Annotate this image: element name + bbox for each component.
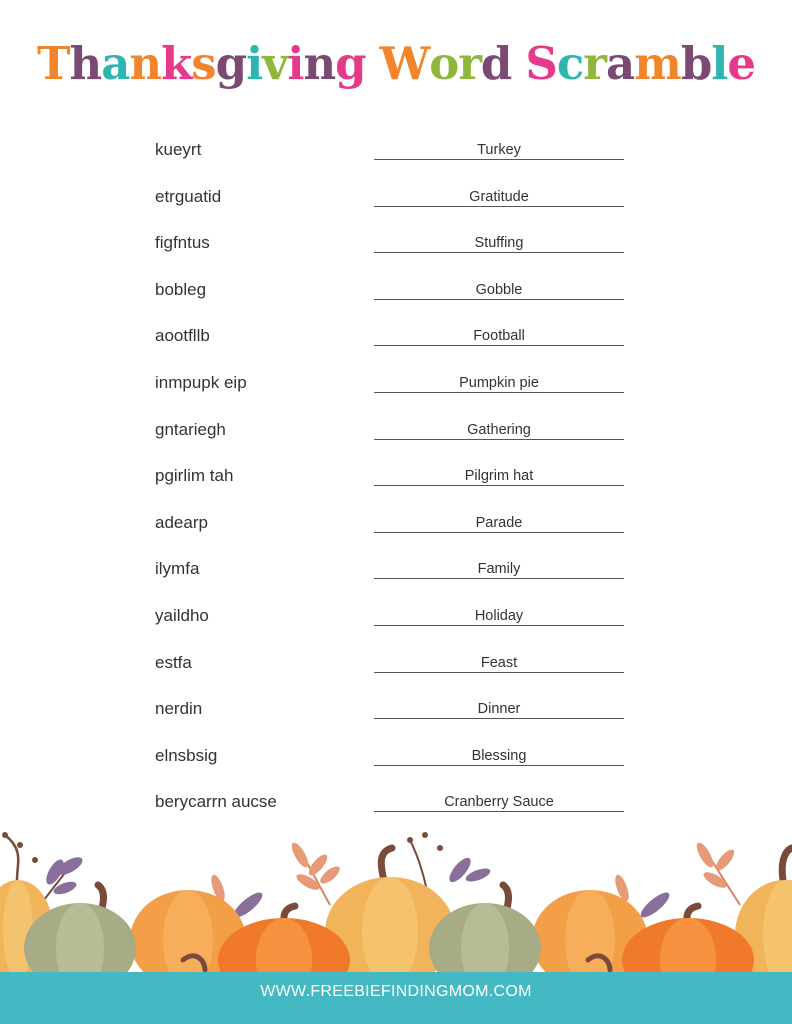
- title-letter: k: [161, 37, 192, 90]
- scramble-row: [0, 314, 792, 361]
- title-letter: c: [556, 37, 584, 90]
- scramble-row: [0, 268, 792, 315]
- scrambled-word: adearp: [155, 512, 208, 532]
- title-letter: v: [262, 37, 288, 90]
- scrambled-word: etrguatid: [155, 186, 222, 206]
- title-letter: n: [303, 37, 336, 90]
- title-letter: T: [36, 37, 70, 90]
- title-letter: n: [129, 37, 162, 90]
- title-letter: S: [525, 37, 557, 90]
- answer-line: [374, 206, 624, 207]
- answer-line: [374, 159, 624, 160]
- answer-line: [374, 532, 624, 533]
- title-letter: e: [727, 37, 756, 90]
- scramble-row: [0, 361, 792, 408]
- scramble-row: [0, 501, 792, 548]
- scramble-row: [0, 408, 792, 455]
- title-letter: g: [335, 37, 366, 90]
- title-letter: s: [191, 37, 216, 90]
- answer-line: [374, 439, 624, 440]
- footer-bar: [0, 972, 792, 1024]
- scrambled-word: yaildho: [155, 605, 209, 625]
- answer-line: [374, 765, 624, 766]
- answer-line: [374, 578, 624, 579]
- title-letter: g: [215, 37, 247, 90]
- answer-text: Pumpkin pie: [459, 374, 539, 391]
- worksheet-title: [0, 34, 792, 94]
- answer-text: Dinner: [477, 701, 521, 718]
- scrambled-word: aootfllb: [155, 326, 210, 346]
- title-letter: l: [711, 37, 728, 90]
- scrambled-word: nerdin: [155, 699, 203, 719]
- pumpkin-icon: [429, 885, 541, 980]
- answer-line: [374, 345, 624, 346]
- answer-text: Stuffing: [474, 235, 524, 252]
- scrambled-word: elnsbsig: [155, 745, 218, 765]
- title-letter: b: [680, 37, 712, 90]
- scramble-row: [0, 221, 792, 268]
- scrambled-word: pgirlim tah: [155, 466, 234, 486]
- title-letter: i: [246, 37, 263, 90]
- title-letter: a: [606, 37, 635, 90]
- scramble-row: [0, 547, 792, 594]
- scramble-row: [0, 734, 792, 781]
- answer-text: Blessing: [471, 747, 527, 764]
- answer-text: Family: [477, 561, 521, 578]
- scrambled-word: ilymfa: [155, 559, 200, 579]
- answer-text: Gratitude: [469, 188, 529, 205]
- scrambled-word: gntariegh: [155, 419, 226, 439]
- scramble-row: [0, 454, 792, 501]
- answer-line: [374, 625, 624, 626]
- scrambled-word: inmpupk eip: [155, 372, 247, 392]
- footer-website-link[interactable]: WWW.FREEBIEFINDINGMOM.COM: [260, 983, 532, 1000]
- scramble-row: [0, 687, 792, 734]
- answer-text: Gobble: [475, 281, 523, 298]
- scrambled-word: bobleg: [155, 279, 207, 299]
- title-letter: r: [458, 37, 481, 90]
- scramble-row: [0, 641, 792, 688]
- title-letter: i: [287, 37, 304, 90]
- scramble-row: [0, 594, 792, 641]
- answer-line: [374, 299, 624, 300]
- answer-line: [374, 718, 624, 719]
- scrambled-word: kueyrt: [155, 140, 202, 159]
- answer-line: [374, 672, 624, 673]
- answer-text: Pilgrim hat: [464, 468, 534, 485]
- scrambled-word: figfntus: [155, 233, 210, 253]
- answer-line: [374, 252, 624, 253]
- answer-text: Feast: [480, 654, 518, 671]
- title-letter: d: [480, 37, 512, 90]
- leaf-branch-icon: [289, 840, 343, 905]
- title-letter: [366, 34, 380, 94]
- scramble-list: [0, 128, 792, 827]
- scramble-row: [0, 175, 792, 222]
- title-letter: m: [634, 37, 681, 90]
- answer-line: [374, 485, 624, 486]
- title-letter: W: [379, 37, 430, 90]
- title-letter: h: [69, 37, 102, 90]
- answer-text: Football: [473, 328, 525, 345]
- answer-text: Gathering: [467, 421, 531, 438]
- answer-text: Cranberry Sauce: [444, 794, 554, 811]
- answer-text: Parade: [475, 514, 523, 531]
- title-letter: r: [583, 37, 607, 90]
- scrambled-word: berycarrn aucse: [155, 792, 277, 812]
- leaf-branch-icon: [694, 840, 740, 905]
- scramble-row: [0, 128, 792, 175]
- title-letter: [511, 34, 525, 94]
- title-letter: o: [429, 37, 459, 90]
- answer-text: Holiday: [474, 607, 524, 624]
- title-letter: a: [101, 37, 130, 90]
- scrambled-word: estfa: [155, 652, 192, 672]
- pumpkin-border: [0, 820, 792, 980]
- answer-line: [374, 811, 624, 812]
- answer-line: [374, 392, 624, 393]
- answer-text: Turkey: [477, 142, 521, 158]
- pumpkin-icon: [622, 906, 754, 980]
